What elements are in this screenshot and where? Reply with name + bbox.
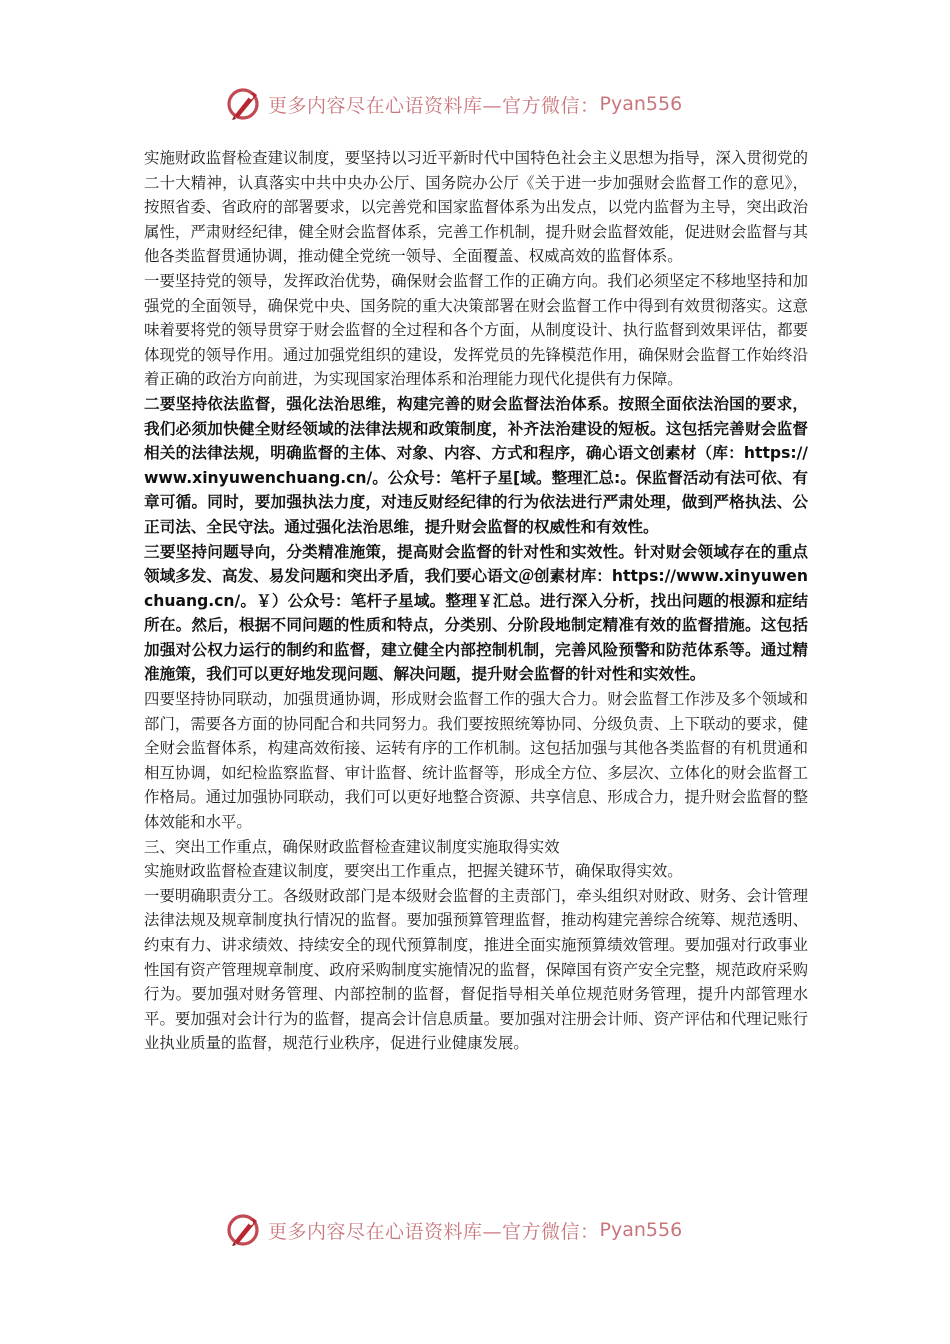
header-banner-handle: Pyan556 (599, 93, 683, 115)
footer-banner (226, 1210, 716, 1250)
paragraph-duties: 一要明确职责分工。各级财政部门是本级财会监督的主责部门，牵头组织对财政、财务、会计管理法律法规及规章制度执行情况的监督。要加强预算管理监督，推动构建完善综合统筹、规范透明、约束有力、讲求绩效、持续安全的现代预算制度，推进全面实施预算绩效管理。要加强对行政事业性国有资产管理规章制度、政府采购制度实施情况的监督，保障国有资产安全完整，规范政府采购行为。要加强对财务管理、内部控制的监督，督促指导相关单位规范财务管理，提升内部管理水平。要加强对会计行为的监督，提高会计信息质量。要加强对注册会计师、资产评估和代理记账行业执业质量的监督，规范行业秩序，促进行业健康发展。 (144, 886, 808, 1053)
paragraph-point-3: 三要坚持问题导向，分类精准施策，提高财会监督的针对性和实效性。针对财会领域存在的重点领域多发、高发、易发问题和突出矛盾，我们要心语文＠创素材库：https://www.xinyuwenchuang.cn/。￥）公众号：笔杆子星域。整理￥汇总。进行深入分析，找出问题的根源和症结所在。然后，根据不同问题的性质和特点，分类别、分阶段地制定精准有效的监督措施。这包括加强对公权力运行的制约和监督，建立健全内部控制机制，完善风险预警和防范体系等。通过精准施策，我们可以更好地发现问题、解决问题，提升财会监督的针对性和实效性。 (144, 542, 808, 684)
footer-banner-text: 更多内容尽在心语资料库—官方微信： (268, 1220, 600, 1243)
document-body (144, 146, 808, 1056)
footer-banner-handle: Pyan556 (599, 1219, 683, 1241)
header-banner (226, 84, 716, 124)
paragraph-section-intro: 实施财政监督检查建议制度，要突出工作重点，把握关键环节，确保取得实效。 (144, 862, 683, 881)
paragraph-intro: 实施财政监督检查建议制度，要坚持以习近平新时代中国特色社会主义思想为指导，深入贯彻党的二十大精神，认真落实中共中央办公厅、国务院办公厅《关于进一步加强财会监督工作的意见》，按照省委、省政府的部署要求，以完善党和国家监督体系为出发点，以党内监督为主导，突出政治属性，严肃财经纪律，健全财会监督体系，完善工作机制，提升财会监督效能，促进财会监督与其他各类监督贯通协调，推动健全党统一领导、全面覆盖、权威高效的监督体系。 (144, 149, 808, 266)
section-heading-3: 三、突出工作重点，确保财政监督检查建议制度实施取得实效 (144, 837, 560, 856)
pen-circle-logo-icon (226, 86, 262, 122)
pen-circle-logo-icon (226, 1212, 262, 1248)
paragraph-point-4: 四要坚持协同联动，加强贯通协调，形成财会监督工作的强大合力。财会监督工作涉及多个领域和部门，需要各方面的协同配合和共同努力。我们要按照统筹协同、分级负责、上下联动的要求，健全财会监督体系，构建高效衔接、运转有序的工作机制。这包括加强与其他各类监督的有机贯通和相互协调，如纪检监察监督、审计监督、统计监督等，形成全方位、多层次、立体化的财会监督工作格局。通过加强协同联动，我们可以更好地整合资源、共享信息、形成合力，提升财会监督的整体效能和水平。 (144, 690, 808, 832)
header-banner-text: 更多内容尽在心语资料库—官方微信： (268, 94, 600, 117)
paragraph-point-2: 二要坚持依法监督，强化法治思维，构建完善的财会监督法治体系。按照全面依法治国的要求，我们必须加快健全财经领域的法律法规和政策制度，补齐法治建设的短板。这包括完善财会监督相关的法律法规，明确监督的主体、对象、内容、方式和程序，确心语文创素材（库：https://www.xinyuwenchuang.cn/。公众号：笔杆子星[域。整理汇总:。保监督活动有法可依、有章可循。同时，要加强执法力度，对违反财经纪律的行为依法进行严肃处理，做到严格执法、公正司法、全民守法。通过强化法治思维，提升财会监督的权威性和有效性。 (144, 394, 808, 536)
paragraph-point-1: 一要坚持党的领导，发挥政治优势，确保财会监督工作的正确方向。我们必须坚定不移地坚持和加强党的全面领导，确保党中央、国务院的重大决策部署在财会监督工作中得到有效贯彻落实。这意味着要将党的领导贯穿于财会监督的全过程和各个方面，从制度设计、执行监督到效果评估，都要体现党的领导作用。通过加强党组织的建设，发挥党员的先锋模范作用，确保财会监督工作始终沿着正确的政治方向前进，为实现国家治理体系和治理能力现代化提供有力保障。 (144, 271, 808, 389)
